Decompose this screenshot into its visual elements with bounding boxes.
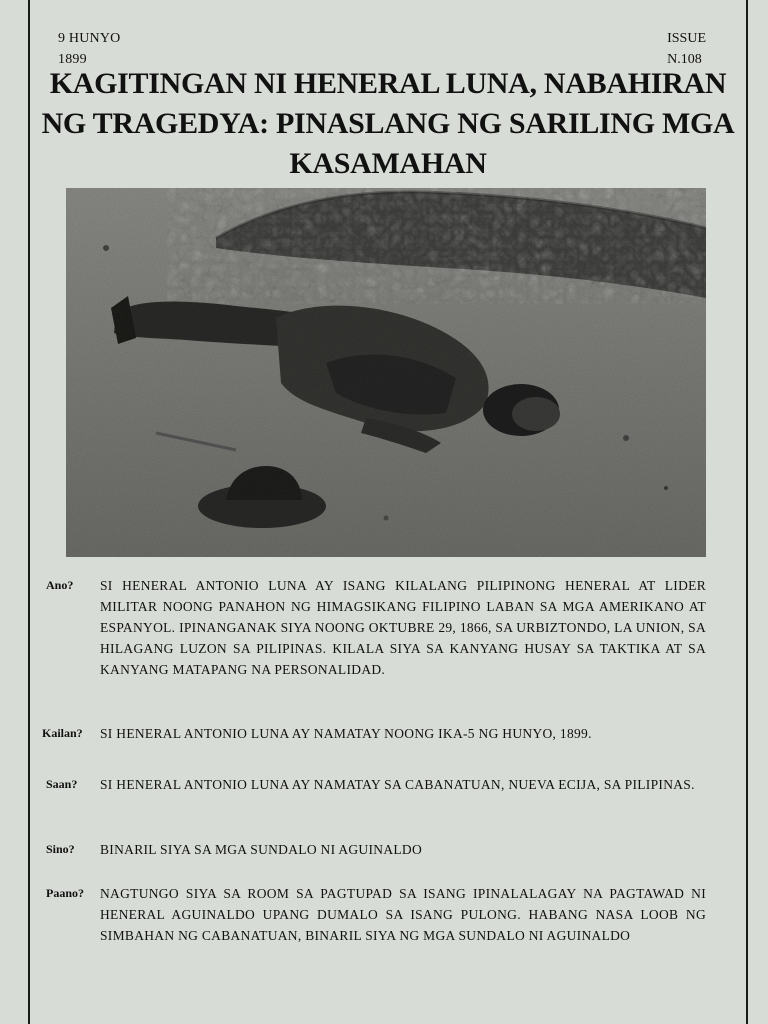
qa-item-ano [30,575,746,685]
qa-item-paano [30,883,746,973]
qa-question: Kailan? [42,726,83,740]
issue-number-value: N.108 [667,52,702,67]
qa-question: Ano? [46,578,74,592]
issue-label: ISSUE [667,31,706,46]
qa-question: Saan? [46,777,78,791]
newspaper-page [28,0,748,1024]
qa-answer: SI HENERAL ANTONIO LUNA AY NAMATAY SA CABANATUAN, NUEVA ECIJA, SA PILIPINAS. [100,777,695,792]
qa-answer: BINARIL SIYA SA MGA SUNDALO NI AGUINALDO [100,842,423,857]
qa-question: Paano? [46,886,85,900]
news-photo [66,188,706,557]
qa-question: Sino? [46,842,75,856]
qa-item-kailan [30,723,746,747]
qa-answer: SI HENERAL ANTONIO LUNA AY NAMATAY NOONG IKA-5 NG HUNYO, 1899. [100,726,592,741]
qa-answer: SI HENERAL ANTONIO LUNA AY ISANG KILALANG PILIPINONG HENERAL AT LIDER MILITAR NOONG PANAHON NG HIMAGSIKANG FILIPINO LABAN SA MGA AMERIKANO AT ESPANYOL. IPINANGANAK SIYA NOONG OKTUBRE 29, 1866, SA URBIZTONDO, LA UNION, SA HILAGANG LUZON SA PILIPINAS. KILALA SIYA SA KANYANG HUSAY SA TAKTIKA AT SA KANYANG MATAPANG NA PERSONALIDAD. [100,578,706,677]
issue-date-day: 9 HUNYO [58,31,121,46]
qa-item-saan [30,774,746,818]
qa-item-sino [30,839,746,863]
issue-date-year: 1899 [58,52,87,67]
headline: KAGITINGAN NI HENERAL LUNA, NABAHIRAN NG TRAGEDYA: PINASLANG NG SARILING MGA KASAMAHAN [41,67,735,180]
qa-answer: NAGTUNGO SIYA SA ROOM SA PAGTUPAD SA ISANG IPINALALAGAY NA PAGTAWAD NI HENERAL AGUINALDO UPANG DUMALO SA ISANG PULONG. HABANG NASA LOOB NG SIMBAHAN NG CABANATUAN, BINARIL SIYA NG MGA SUNDALO NI AGUINALDO [100,886,706,943]
